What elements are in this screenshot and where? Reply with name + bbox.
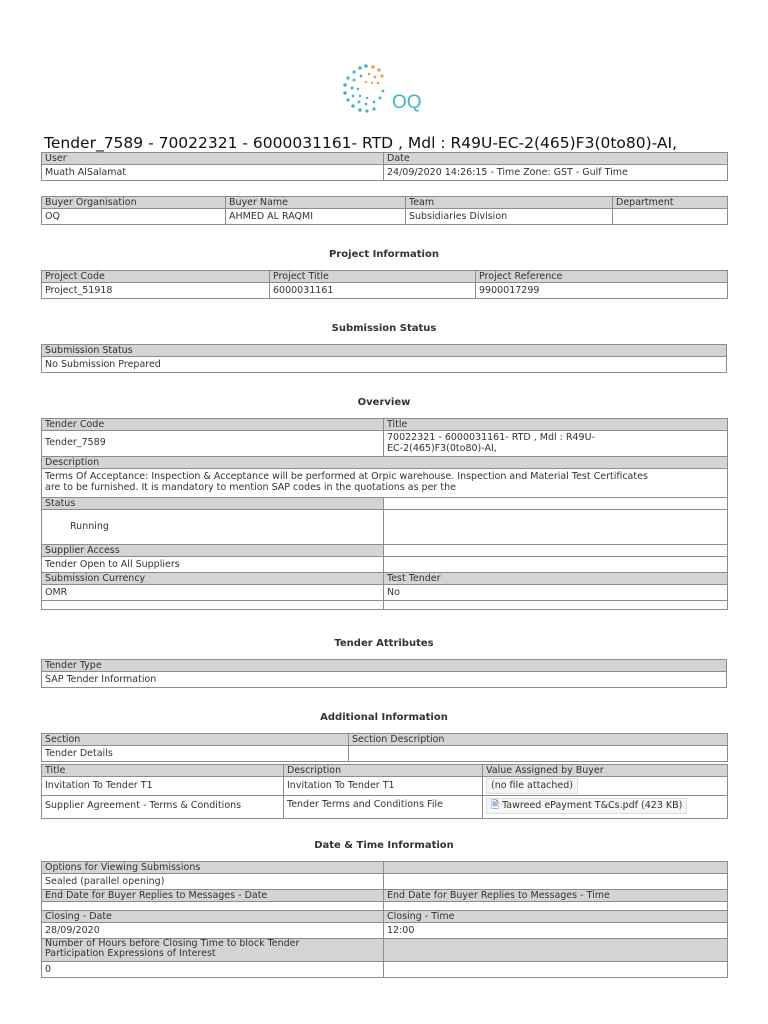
submission-status-value: No Submission Prepared [42,357,727,373]
pdf-attachment-link[interactable] [486,798,687,814]
attributes-section-title: Tender Attributes [334,638,434,649]
block-hours-header-blank [384,939,728,962]
team-header: Team [406,197,613,209]
block-hours-header [42,939,384,962]
supplier-access-header-blank [384,545,728,557]
svg-text:OQ: OQ [392,92,422,113]
status-header-blank [384,498,728,510]
submission-table [41,344,727,373]
status-value-blank [384,510,728,545]
overview-section-title: Overview [357,397,411,408]
closing-time-header: Closing - Time [384,911,728,923]
item-description-header: Description [284,765,483,777]
item-value [483,796,728,819]
department-header: Department [613,197,728,209]
date-header: Date [384,153,728,165]
section-header: Section [42,734,349,746]
viewing-options-header-blank [384,862,728,874]
supplier-access-value: Tender Open to All Suppliers [42,557,384,573]
test-tender-header: Test Tender [384,573,728,585]
block-hours-line-2: Participation Expressions of Interest [45,948,216,959]
item-title-header: Title [42,765,284,777]
oq-logo-icon [334,58,434,120]
project-table [41,270,728,299]
user-table [41,152,728,181]
section-description-value [349,746,728,762]
oq-logo [334,58,434,120]
item-title: Supplier Agreement - Terms & Conditions [42,796,284,819]
tender-type-value: SAP Tender Information [42,672,727,688]
description-header: Description [42,457,728,469]
tender-code-value: Tender_7589 [42,431,384,457]
section-value: Tender Details [42,746,349,762]
viewing-options-value-blank [384,874,728,890]
buyer-table [41,196,728,225]
end-date-header: End Date for Buyer Replies to Messages - Date [42,890,384,902]
title-header: Title [384,419,728,431]
tender-type-header: Tender Type [42,660,727,672]
closing-time-value: 12:00 [384,923,728,939]
description-value [42,469,728,498]
buyer-org-header: Buyer Organisation [42,197,226,209]
project-code-value: Project_51918 [42,283,270,299]
status-header: Status [42,498,384,510]
pdf-file-name: Tawreed ePayment T&Cs.pdf [502,800,639,811]
page-title: Tender_7589 - 70022321 - 6000031161- RTD , Mdl : R49U-EC-2(465)F3(0to80)-AI, [44,134,678,152]
currency-value: OMR [42,585,384,601]
end-time-header: End Date for Buyer Replies to Messages - Time [384,890,728,902]
end-date-value [42,902,384,911]
end-time-value [384,902,728,911]
buyer-org-value: OQ [42,209,226,225]
description-line-2: are to be furnished. It is mandatory to mention SAP codes in the quotations as per the [45,482,456,493]
additional-section-table [41,733,728,762]
project-title-value: 6000031161 [270,283,476,299]
closing-date-value: 28/09/2020 [42,923,384,939]
description-line-1: Terms Of Acceptance: Inspection & Acceptance will be performed at Orpic warehouse. Inspection and Material Test Certificates [45,471,648,482]
tender-code-header: Tender Code [42,419,384,431]
test-tender-value: No [384,585,728,601]
table-row [42,777,728,796]
date-value: 24/09/2020 14:26:15 - Time Zone: GST - Gulf Time [384,165,728,181]
currency-header: Submission Currency [42,573,384,585]
submission-section-title: Submission Status [331,323,437,334]
item-value-header: Value Assigned by Buyer [483,765,728,777]
project-reference-value: 9900017299 [476,283,728,299]
team-value: Subsidiaries Division [406,209,613,225]
buyer-name-value: AHMED AL RAQMI [226,209,406,225]
project-section-title: Project Information [329,249,439,260]
section-description-header: Section Description [349,734,728,746]
datetime-section-title: Date & Time Information [314,840,454,851]
project-code-header: Project Code [42,271,270,283]
item-title: Invitation To Tender T1 [42,777,284,796]
additional-items-table [41,764,728,819]
submission-status-header: Submission Status [42,345,727,357]
pdf-file-size: (423 KB) [641,800,683,811]
attributes-table [41,659,727,688]
department-value [613,209,728,225]
item-description: Tender Terms and Conditions File [284,796,483,819]
block-hours-line-1: Number of Hours before Closing Time to block Tender [45,938,300,949]
additional-section-title: Additional Information [320,712,448,723]
block-hours-value: 0 [42,962,384,978]
supplier-access-value-blank [384,557,728,573]
datetime-table [41,861,728,978]
project-reference-header: Project Reference [476,271,728,283]
item-value [483,777,728,796]
status-value: Running [42,510,384,545]
user-header: User [42,153,384,165]
closing-date-header: Closing - Date [42,911,384,923]
user-value: Muath AlSalamat [42,165,384,181]
overview-table [41,418,728,610]
title-line-1: 70022321 - 6000031161- RTD , Mdl : R49U- [387,432,595,443]
title-value [384,431,728,457]
pdf-file-icon: 🗎 [491,800,500,811]
overview-empty-1 [42,601,384,610]
supplier-access-header: Supplier Access [42,545,384,557]
viewing-options-header: Options for Viewing Submissions [42,862,384,874]
table-row [42,796,728,819]
buyer-name-header: Buyer Name [226,197,406,209]
project-title-header: Project Title [270,271,476,283]
title-line-2: EC-2(465)F3(0to80)-AI, [387,443,497,454]
no-file-label: (no file attached) [486,778,578,794]
viewing-options-value: Sealed (parallel opening) [42,874,384,890]
block-hours-value-blank [384,962,728,978]
overview-empty-2 [384,601,728,610]
item-description: Invitation To Tender T1 [284,777,483,796]
